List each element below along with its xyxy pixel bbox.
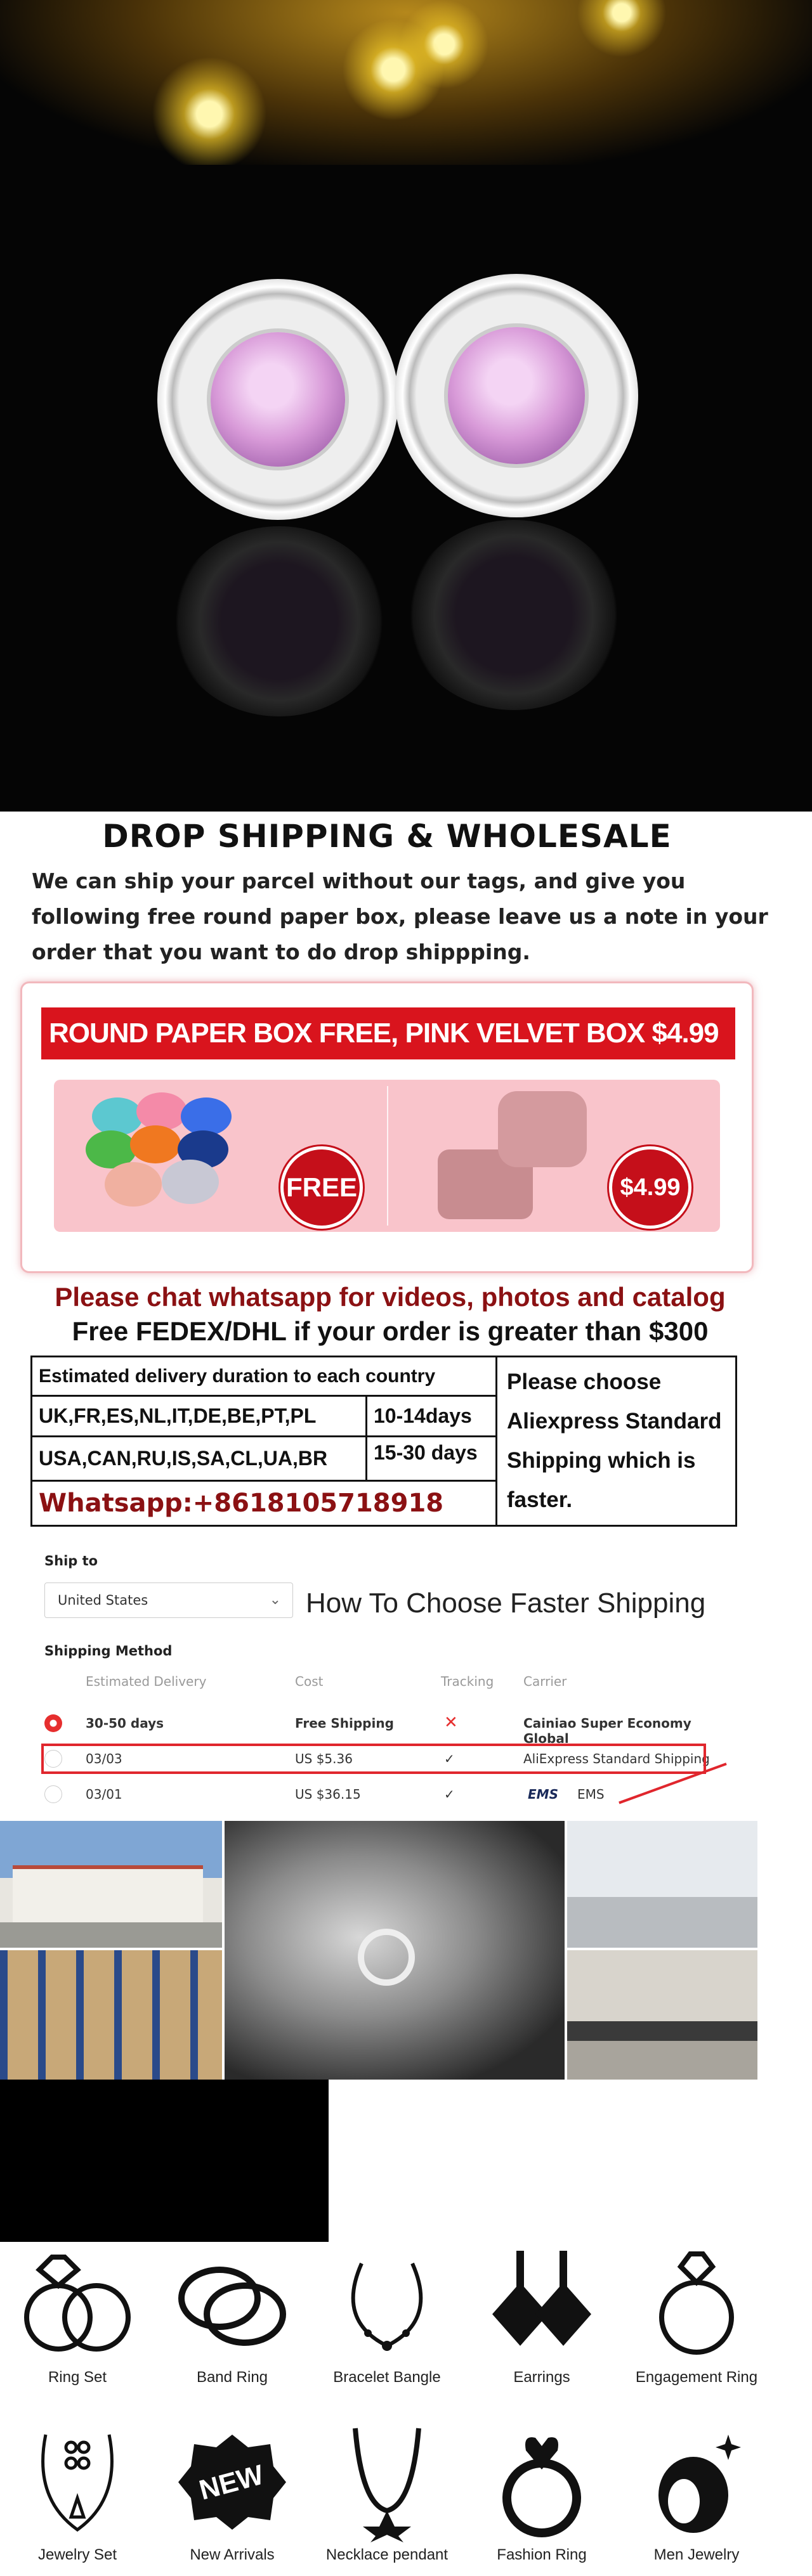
category-label: Men Jewelry: [653, 2546, 740, 2563]
drop-shipping-title: DROP SHIPPING & WHOLESALE: [102, 818, 672, 855]
engagement-ring-icon: [633, 2244, 760, 2365]
option-carrier: Cainiao Super Economy Global: [523, 1716, 691, 1746]
paper-box-teal: [92, 1097, 143, 1136]
paper-box-peach: [105, 1162, 162, 1207]
table-row-us-days: 15-30 days: [367, 1437, 497, 1482]
office-photo: [567, 1821, 757, 1948]
category-label: Engagement Ring: [635, 2369, 758, 2386]
table-header: Estimated delivery duration to each country: [32, 1357, 497, 1397]
chevron-down-icon: ⌄: [269, 1592, 281, 1608]
category-label: Earrings: [513, 2369, 570, 2386]
right-earring: [395, 274, 638, 517]
country-select[interactable]: [44, 1582, 293, 1618]
tracking-check-icon: ✓: [444, 1787, 455, 1802]
box-offer-panel: [54, 1080, 720, 1232]
category-fashion-ring[interactable]: [464, 2422, 619, 2564]
whatsapp-number[interactable]: Whatsapp:+8618105718918: [32, 1482, 497, 1525]
fashion-ring-icon: [478, 2422, 605, 2542]
paper-box-blue: [181, 1097, 232, 1136]
category-label: Fashion Ring: [497, 2546, 587, 2563]
paper-box-pink: [136, 1092, 187, 1130]
warehouse-photo: [0, 1950, 222, 2080]
category-label: Bracelet Bangle: [333, 2369, 441, 2386]
necklace-icon: [324, 2422, 450, 2542]
option-delivery: 03/01: [86, 1787, 122, 1802]
option-cost: Free Shipping: [295, 1716, 394, 1731]
ems-logo: EMS: [528, 1787, 558, 1802]
free-badge: FREE: [284, 1149, 360, 1226]
earrings-icon: [478, 2244, 605, 2365]
aliexpress-shipping-panel: [0, 1534, 812, 1820]
ring-in-hand: [358, 1929, 415, 1986]
option-cost: US $5.36: [295, 1751, 353, 1766]
category-label: Ring Set: [48, 2369, 107, 2386]
product-hero-image: [0, 0, 812, 812]
jewelry-set-icon: [14, 2422, 141, 2542]
radio-icon[interactable]: [44, 1785, 62, 1803]
category-label: New Arrivals: [190, 2546, 275, 2563]
category-label: Jewelry Set: [37, 2546, 117, 2563]
category-ring-set[interactable]: [0, 2244, 155, 2386]
new-badge-text: NEW: [195, 2459, 267, 2506]
paper-box-gray: [162, 1160, 219, 1204]
shipping-advice: Please choose Aliexpress Standard Shipping which is faster.: [507, 1369, 722, 1512]
box-offer-banner: ROUND PAPER BOX FREE, PINK VELVET BOX $4.99: [41, 1007, 735, 1059]
radio-selected-icon[interactable]: [44, 1714, 62, 1732]
panel-divider: [387, 1086, 388, 1226]
box-offer-card: [20, 981, 754, 1273]
jeweler-craft-photo: [225, 1821, 565, 2080]
ship-to-label: Ship to: [44, 1553, 98, 1569]
table-row-eu-days: 10-14days: [367, 1397, 497, 1437]
meeting-room-photo: [567, 1950, 757, 2080]
category-label: Band Ring: [196, 2369, 268, 2386]
bracelet-icon: [324, 2244, 450, 2365]
option-carrier: AliExpress Standard Shipping: [523, 1751, 710, 1766]
category-jewelry-set[interactable]: [0, 2422, 155, 2564]
how-to-choose-heading: How To Choose Faster Shipping: [306, 1588, 706, 1619]
option-delivery: 03/03: [86, 1751, 122, 1766]
col-carrier: Carrier: [523, 1674, 567, 1689]
band-ring-icon: [169, 2244, 296, 2365]
new-badge-icon: [169, 2422, 296, 2542]
no-tracking-icon: ✕: [444, 1713, 458, 1732]
category-men-jewelry[interactable]: [619, 2422, 774, 2564]
table-row-us-countries: USA,CAN,RU,IS,SA,CL,UA,BR: [32, 1437, 367, 1482]
shipping-duration-table: [30, 1356, 737, 1527]
option-cost: US $36.15: [295, 1787, 361, 1802]
ring-set-icon: [14, 2244, 141, 2365]
option-carrier: EMS: [577, 1787, 605, 1802]
option-delivery: 30-50 days: [86, 1716, 164, 1731]
col-cost: Cost: [295, 1674, 324, 1689]
velvet-box-open: [498, 1091, 587, 1167]
price-badge: $4.99: [612, 1149, 688, 1226]
building: [13, 1865, 203, 1922]
drop-shipping-text: We can ship your parcel without our tags, and give you following free round paper box, please leave us a note in your order that you want to do drop shippping.: [32, 869, 768, 964]
bokeh-lights: [0, 0, 812, 165]
black-block: [0, 2080, 329, 2242]
category-bracelet[interactable]: [310, 2244, 464, 2386]
category-new-arrivals[interactable]: [155, 2422, 310, 2564]
whatsapp-catalog-line: Please chat whatsapp for videos, photos and catalog: [55, 1282, 726, 1312]
category-engagement-ring[interactable]: [619, 2244, 774, 2386]
shipping-method-label: Shipping Method: [44, 1643, 173, 1659]
tracking-check-icon: ✓: [444, 1751, 455, 1766]
highlight-box: [41, 1744, 706, 1774]
shipping-option-row[interactable]: [38, 1777, 723, 1812]
table-row-eu-countries: UK,FR,ES,NL,IT,DE,BE,PT,PL: [32, 1397, 367, 1437]
category-band-ring[interactable]: [155, 2244, 310, 2386]
free-shipping-line: Free FEDEX/DHL if your order is greater than $300: [72, 1316, 709, 1346]
factory-building-photo: [0, 1821, 222, 1948]
shipping-option-row[interactable]: [38, 1705, 723, 1746]
left-reflection: [171, 526, 387, 716]
men-ring-icon: [633, 2422, 760, 2542]
col-tracking: Tracking: [441, 1674, 494, 1689]
right-reflection: [406, 520, 622, 710]
country-select-value: United States: [58, 1593, 148, 1608]
paper-box-orange: [130, 1125, 181, 1163]
left-earring: [157, 279, 398, 520]
category-label: Necklace pendant: [325, 2546, 449, 2563]
col-estimated-delivery: Estimated Delivery: [86, 1674, 207, 1689]
category-earrings[interactable]: [464, 2244, 619, 2386]
category-necklace[interactable]: [310, 2422, 464, 2564]
